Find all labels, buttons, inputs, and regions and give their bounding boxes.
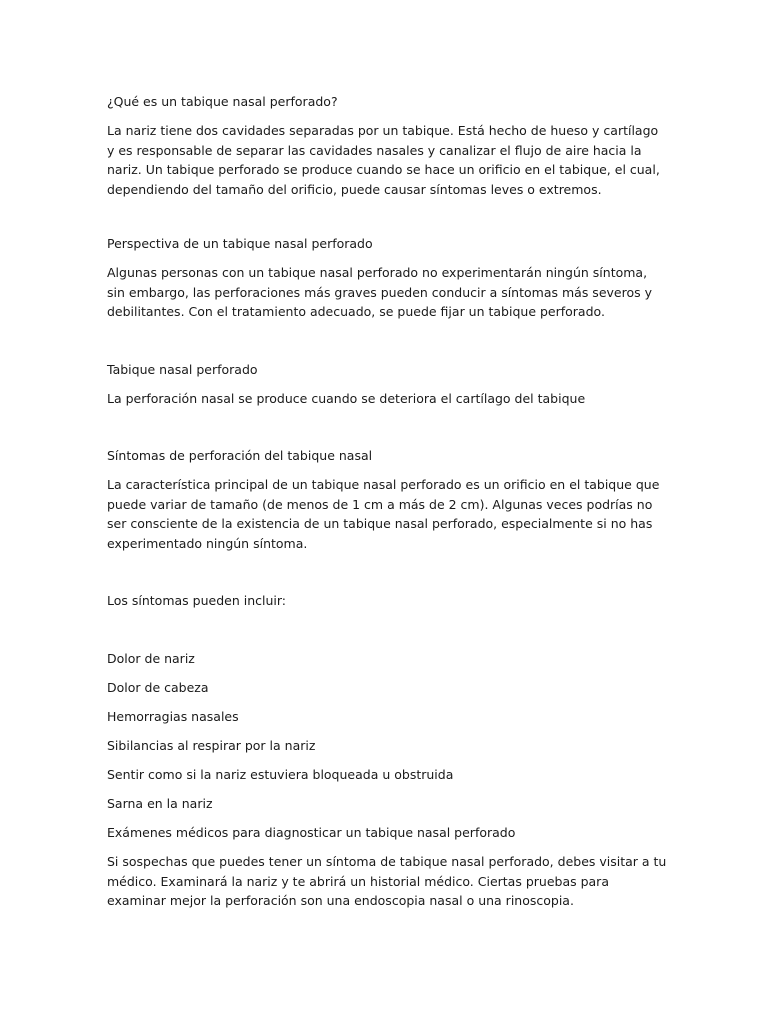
list-item: Sarna en la nariz: [107, 796, 213, 811]
heading-que-es: ¿Qué es un tabique nasal perforado?: [107, 94, 338, 109]
paragraph-examenes: Si sospechas que puedes tener un síntoma de tabique nasal perforado, debes visitar a tu médico. Examinará la nariz y te abrirá un historial médico. Ciertas pruebas para examinar mejor la perforación son una endoscopia nasal o una rinoscopia.: [107, 854, 667, 908]
list-item: Hemorragias nasales: [107, 709, 239, 724]
paragraph-perspectiva: Algunas personas con un tabique nasal perforado no experimentarán ningún síntoma, sin embargo, las perforaciones más graves pueden conducir a síntomas más severos y debilitantes. Con el tratamiento adecuado, se puede fijar un tabique perforado.: [107, 265, 652, 319]
list-item: Dolor de cabeza: [107, 680, 209, 695]
paragraph-perforacion: La perforación nasal se produce cuando se deteriora el cartílago del tabique: [107, 391, 586, 406]
paragraph-intro: La nariz tiene dos cavidades separadas por un tabique. Está hecho de hueso y cartílago y es responsable de separar las cavidades nasales y canalizar el flujo de aire hacia la nariz. Un tabique perforado se produce cuando se hace un orificio en el tabique, el cual, dependiendo del tamaño del orificio, puede causar síntomas leves o extremos.: [107, 123, 660, 197]
heading-sintomas: Síntomas de perforación del tabique nasal: [107, 448, 373, 463]
paragraph-examenes-heading: Exámenes médicos para diagnosticar un tabique nasal perforado: [107, 825, 516, 840]
heading-perspectiva: Perspectiva de un tabique nasal perforado: [107, 236, 373, 251]
paragraph-caracteristica: La característica principal de un tabique nasal perforado es un orificio en el tabique que puede variar de tamaño (de menos de 1 cm a más de 2 cm). Algunas veces podrías no ser consciente de la existencia de un tabique nasal perforado, especialmente si no has experimentado ningún síntoma.: [107, 477, 660, 551]
list-item: Sibilancias al respirar por la nariz: [107, 738, 316, 753]
heading-tabique-perforado: Tabique nasal perforado: [107, 362, 258, 377]
list-item: Dolor de nariz: [107, 651, 195, 666]
paragraph-sintomas-intro: Los síntomas pueden incluir:: [107, 593, 286, 608]
list-item: Sentir como si la nariz estuviera bloqueada u obstruida: [107, 767, 454, 782]
